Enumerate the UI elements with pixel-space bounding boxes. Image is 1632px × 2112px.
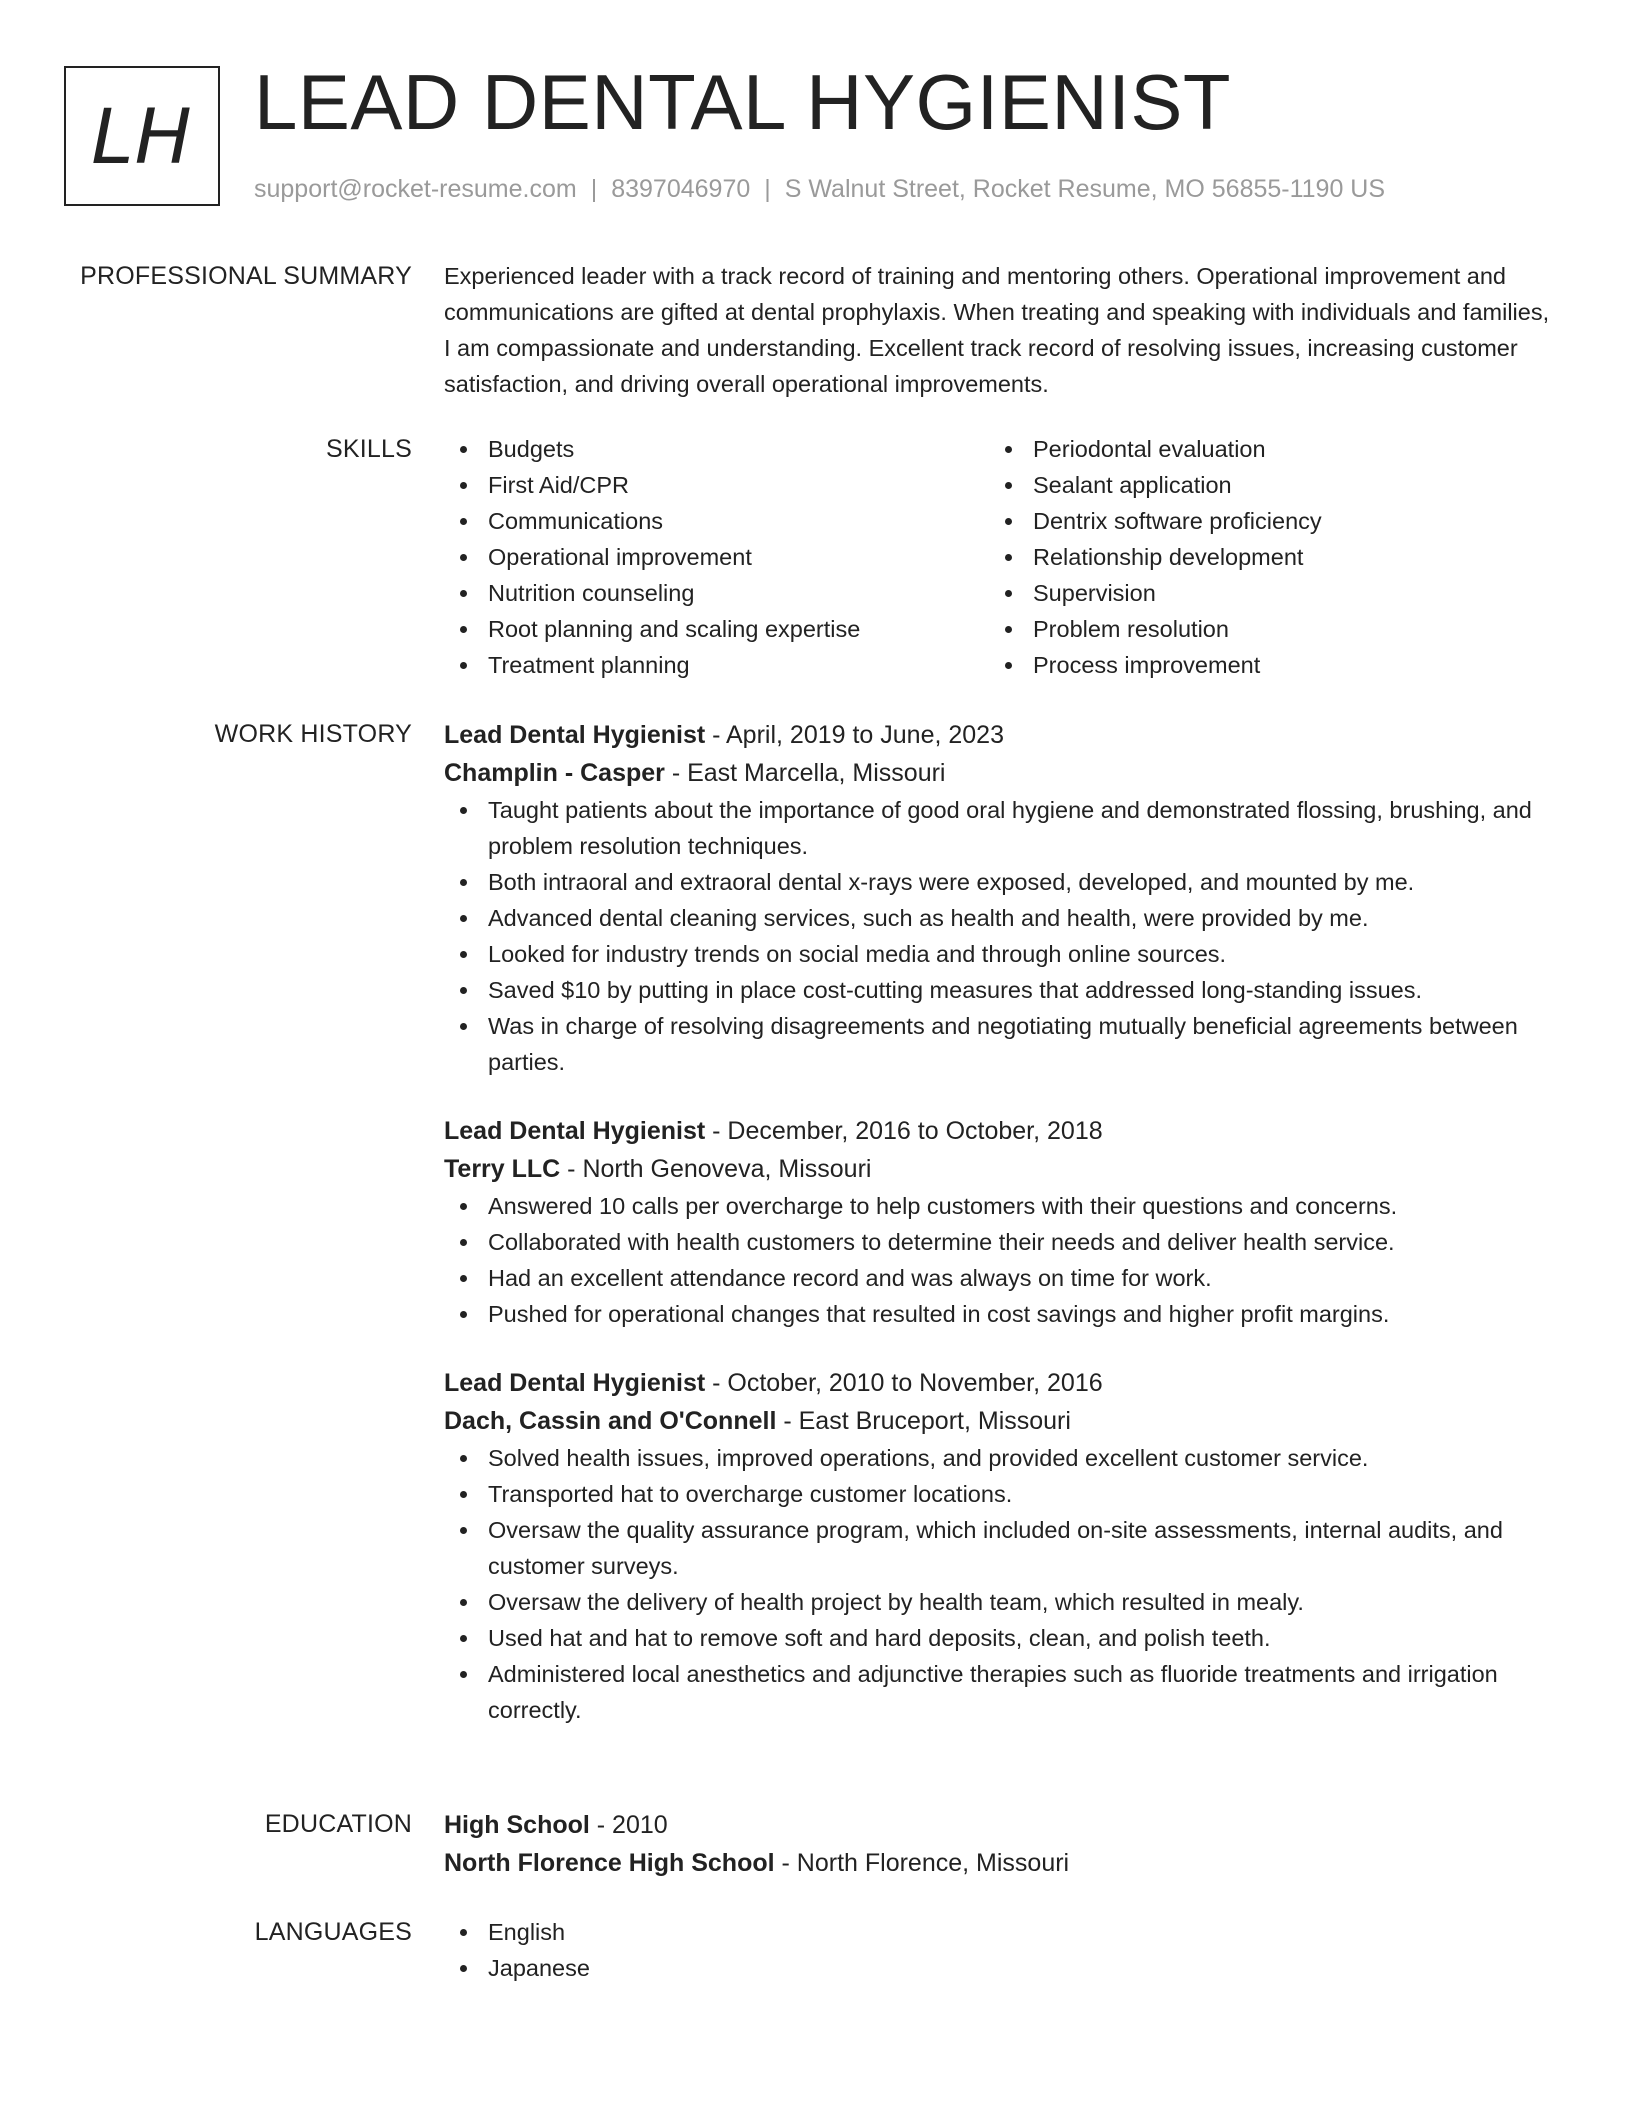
list-item: Dentrix software proficiency (989, 503, 1534, 539)
job-title-line (444, 1112, 1554, 1150)
list-item: Saved $10 by putting in place cost-cutting measures that addressed long-standing issues. (444, 972, 1554, 1008)
job-company: Champlin - Casper (444, 759, 665, 787)
list-item: First Aid/CPR (444, 467, 989, 503)
list-item: Japanese (444, 1950, 1554, 1986)
job-location: - East Bruceport, Missouri (776, 1407, 1071, 1435)
job-title: Lead Dental Hygienist (444, 1369, 706, 1397)
languages-body (444, 1914, 1554, 1986)
job-entry (444, 1112, 1554, 1332)
list-item: Supervision (989, 575, 1534, 611)
skills-body (444, 431, 1554, 683)
work-history-body (444, 716, 1554, 1728)
list-item: Was in charge of resolving disagreements and negotiating mutually beneficial agreements between parties. (444, 1008, 1554, 1080)
list-item: Nutrition counseling (444, 575, 989, 611)
list-item: Answered 10 calls per overcharge to help customers with their questions and concerns. (444, 1188, 1554, 1224)
list-item: Advanced dental cleaning services, such as health and health, were provided by me. (444, 900, 1554, 936)
list-item: Administered local anesthetics and adjunctive therapies such as fluoride treatments and irrigation correctly. (444, 1656, 1554, 1728)
summary-text: Experienced leader with a track record of training and mentoring others. Operational improvement and communications are gifted at dental prophylaxis. When treating and speaking with individuals and families, I am compassionate and understanding. Excellent track record of resolving issues, increasing customer satisfaction, and driving overall operational improvements. (444, 263, 1550, 397)
job-location: - East Marcella, Missouri (664, 759, 946, 787)
skills-column-left (444, 431, 989, 683)
education-year: - 2010 (589, 1811, 668, 1839)
job-company: Dach, Cassin and O'Connell (444, 1407, 777, 1435)
list-item: Periodontal evaluation (989, 431, 1534, 467)
section-label-summary: PROFESSIONAL SUMMARY (80, 262, 412, 290)
list-item: Collaborated with health customers to determine their needs and deliver health service. (444, 1224, 1554, 1260)
list-item: Used hat and hat to remove soft and hard deposits, clean, and polish teeth. (444, 1620, 1554, 1656)
education-location: - North Florence, Missouri (774, 1849, 1070, 1877)
job-company-line (444, 1402, 1554, 1440)
list-item: Looked for industry trends on social media and through online sources. (444, 936, 1554, 972)
list-item: Root planning and scaling expertise (444, 611, 989, 647)
job-dates: - December, 2016 to October, 2018 (705, 1117, 1103, 1145)
list-item: Communications (444, 503, 989, 539)
job-title-line (444, 716, 1554, 754)
job-dates: - April, 2019 to June, 2023 (705, 721, 1004, 749)
contact-phone: 8397046970 (611, 175, 751, 203)
section-label-languages: LANGUAGES (254, 1918, 412, 1946)
job-location: - North Genoveva, Missouri (560, 1155, 872, 1183)
job-title-line (444, 1364, 1554, 1402)
contact-address: S Walnut Street, Rocket Resume, MO 56855-1190 US (784, 175, 1386, 203)
list-item: Taught patients about the importance of good oral hygiene and demonstrated flossing, brushing, and problem resolution techniques. (444, 792, 1554, 864)
list-item: Problem resolution (989, 611, 1534, 647)
list-item: Transported hat to overcharge customer locations. (444, 1476, 1554, 1512)
list-item: Pushed for operational changes that resulted in cost savings and higher profit margins. (444, 1296, 1554, 1332)
list-item: Treatment planning (444, 647, 989, 683)
job-bullets (444, 1440, 1554, 1728)
list-item: Had an excellent attendance record and was always on time for work. (444, 1260, 1554, 1296)
job-entry (444, 1364, 1554, 1728)
job-dates: - October, 2010 to November, 2016 (705, 1369, 1103, 1397)
contact-separator: | (590, 175, 598, 203)
list-item: Solved health issues, improved operations, and provided excellent customer service. (444, 1440, 1554, 1476)
job-company: Terry LLC (444, 1155, 561, 1183)
job-bullets (444, 1188, 1554, 1332)
page-title: LEAD DENTAL HYGIENIST (254, 58, 1232, 146)
job-entry (444, 716, 1554, 1080)
education-school-line (444, 1844, 1554, 1882)
list-item: Relationship development (989, 539, 1534, 575)
education-degree-line (444, 1806, 1554, 1844)
job-bullets (444, 792, 1554, 1080)
list-item: English (444, 1914, 1554, 1950)
list-item: Both intraoral and extraoral dental x-rays were exposed, developed, and mounted by me. (444, 864, 1554, 900)
job-title: Lead Dental Hygienist (444, 721, 706, 749)
list-item: Oversaw the delivery of health project by health team, which resulted in mealy. (444, 1584, 1554, 1620)
contact-email: support@rocket-resume.com (254, 175, 577, 203)
section-label-education: EDUCATION (264, 1810, 412, 1838)
list-item: Process improvement (989, 647, 1534, 683)
section-label-skills: SKILLS (326, 435, 412, 463)
education-school: North Florence High School (444, 1849, 775, 1877)
list-item: Sealant application (989, 467, 1534, 503)
contact-line (254, 172, 1385, 206)
monogram-logo: LH (64, 66, 220, 206)
list-item: Budgets (444, 431, 989, 467)
education-degree: High School (444, 1811, 590, 1839)
section-label-work-history: WORK HISTORY (214, 720, 412, 748)
list-item: Operational improvement (444, 539, 989, 575)
skills-column-right (989, 431, 1534, 683)
contact-separator: | (764, 175, 771, 203)
job-title: Lead Dental Hygienist (444, 1117, 706, 1145)
education-body (444, 1806, 1554, 1882)
job-company-line (444, 1150, 1554, 1188)
list-item: Oversaw the quality assurance program, which included on-site assessments, internal audits, and customer surveys. (444, 1512, 1554, 1584)
summary-body (444, 258, 1554, 402)
job-company-line (444, 754, 1554, 792)
